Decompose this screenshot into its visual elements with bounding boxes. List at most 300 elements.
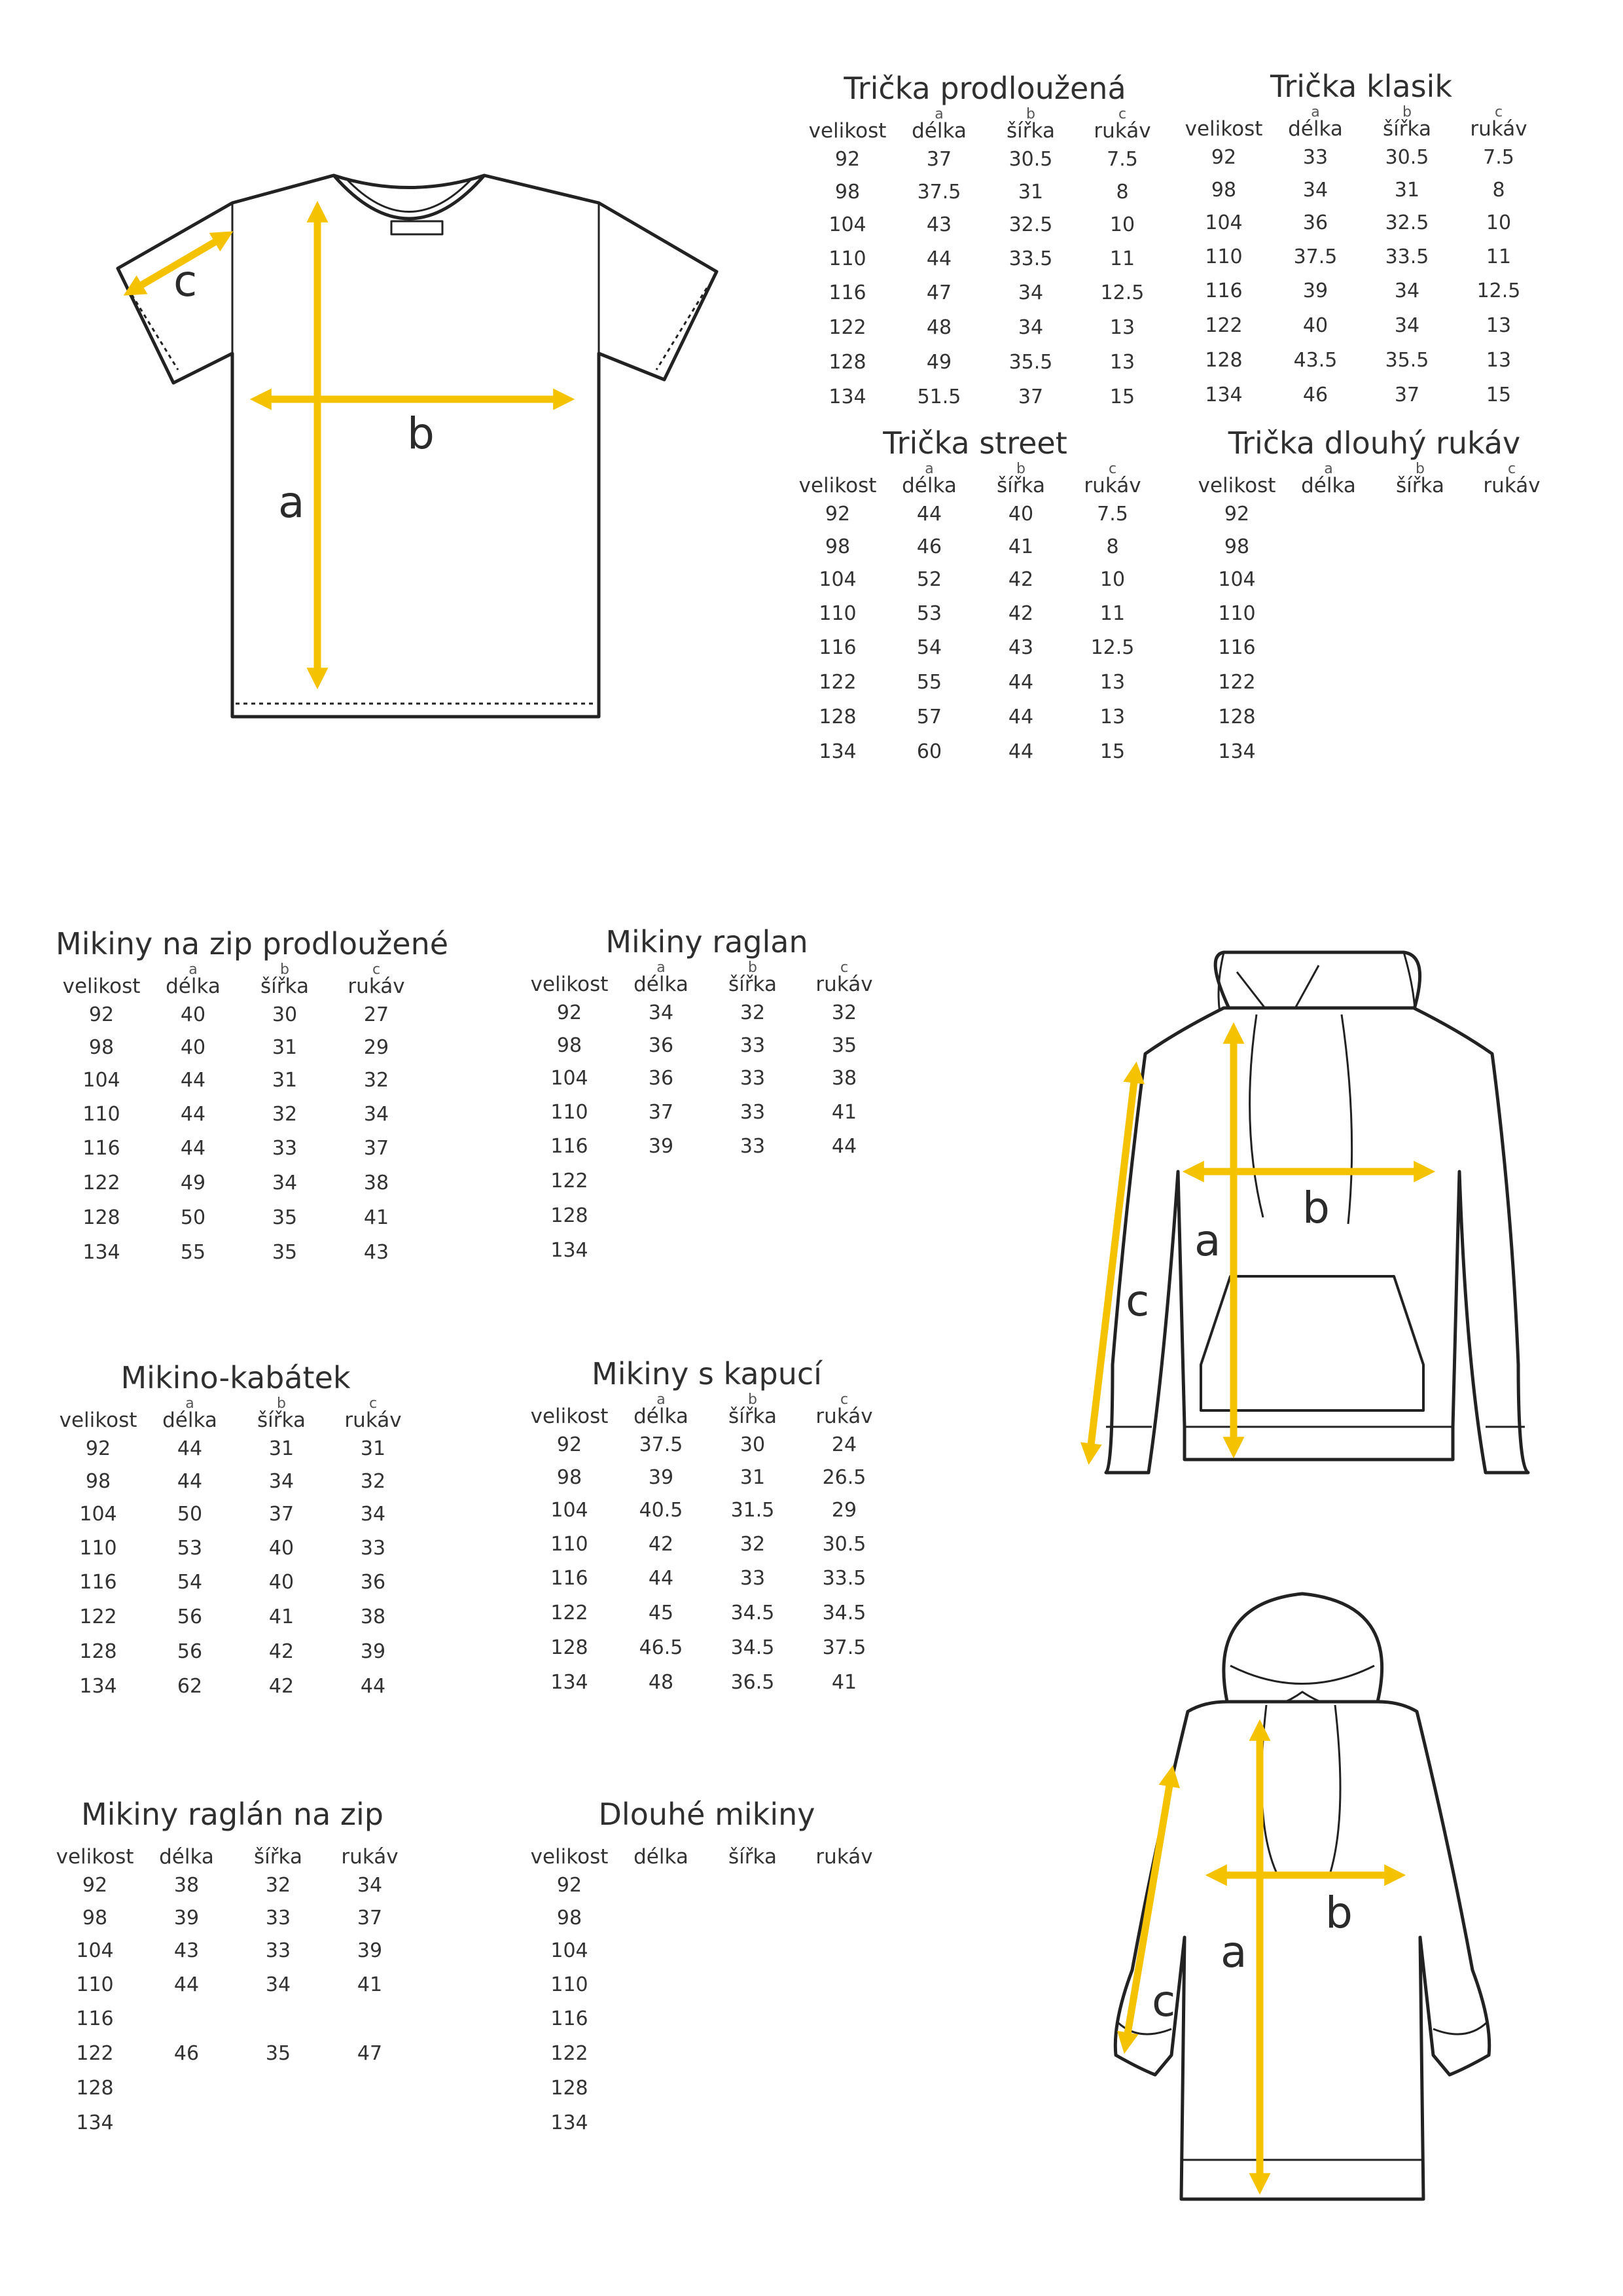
size-cell: 104 — [76, 1939, 114, 1962]
length-cell: 43.5 — [1293, 349, 1338, 372]
length-cell: 44 — [177, 1470, 203, 1493]
table-row — [1191, 535, 1558, 568]
width-cell: 32 — [740, 1001, 766, 1024]
length-cell: 46 — [173, 2042, 200, 2065]
sleeve-cell: 12.5 — [1090, 636, 1135, 659]
sleeve-cell: 38 — [360, 1605, 386, 1628]
size-cell: 104 — [1218, 568, 1256, 591]
column-letter: a — [1324, 461, 1333, 477]
sleeve-cell: 29 — [831, 1499, 857, 1522]
length-cell: 39 — [173, 1907, 200, 1929]
sleeve-cell: 15 — [1486, 384, 1512, 406]
sleeve-cell: 39 — [357, 1939, 383, 1962]
size-cell: 116 — [1218, 636, 1256, 659]
table-row — [792, 706, 1158, 740]
column-letter: c — [1507, 461, 1516, 477]
table-title: Mikiny na zip prodloužené — [56, 926, 449, 961]
column-header-length: délka — [162, 1408, 217, 1432]
long-hoodie-illustration — [1115, 1594, 1489, 2199]
size-cell: 92 — [556, 1001, 582, 1024]
table-header — [524, 1391, 890, 1433]
sleeve-cell: 43 — [363, 1241, 389, 1264]
table-row — [56, 1036, 422, 1069]
column-header-length: délka — [159, 1845, 214, 1869]
table-row — [49, 2077, 416, 2111]
table-title: Trička prodloužená — [844, 71, 1126, 106]
table-row — [56, 1172, 422, 1206]
hoodie-label-b: b — [1302, 1183, 1330, 1233]
size-cell: 122 — [1218, 671, 1256, 694]
size-cell: 122 — [82, 1172, 120, 1194]
column-letter: b — [1416, 461, 1425, 477]
long-hoodie-label-a: a — [1221, 1927, 1247, 1977]
table-row — [524, 1636, 890, 1671]
table-row — [1178, 349, 1544, 384]
length-cell: 50 — [177, 1503, 203, 1526]
size-cell: 104 — [829, 213, 866, 236]
size-cell: 116 — [1205, 279, 1243, 302]
tshirt-label-b: b — [407, 408, 435, 459]
width-cell: 32 — [265, 1874, 291, 1897]
size-cell: 110 — [1218, 602, 1256, 625]
size-cell: 104 — [550, 1939, 588, 1962]
table-row — [1178, 179, 1544, 211]
width-cell: 33 — [740, 1135, 766, 1158]
column-letter: b — [1016, 461, 1026, 477]
table-row — [524, 2077, 890, 2111]
length-cell: 51.5 — [917, 386, 961, 408]
column-header-size: velikost — [530, 1845, 609, 1869]
width-cell: 42 — [1008, 602, 1034, 625]
sleeve-cell: 38 — [363, 1172, 389, 1194]
table-row — [1191, 568, 1558, 602]
table-row — [802, 386, 1168, 420]
width-cell: 31 — [740, 1466, 766, 1489]
column-header-width: šířka — [728, 1845, 777, 1869]
table-row — [524, 1239, 890, 1274]
table-header — [524, 1832, 890, 1874]
table-row — [524, 1001, 890, 1034]
length-cell: 44 — [916, 503, 942, 526]
table-row — [524, 1907, 890, 1939]
column-header-size: velikost — [1185, 117, 1263, 141]
width-cell: 31 — [1394, 179, 1420, 202]
table-title: Mikiny s kapucí — [592, 1356, 822, 1391]
table-title: Mikino-kabátek — [120, 1360, 351, 1395]
table-row — [524, 1973, 890, 2007]
table-row — [802, 181, 1168, 213]
sleeve-cell: 33.5 — [822, 1567, 866, 1590]
length-cell: 62 — [177, 1675, 203, 1698]
sleeve-cell: 8 — [1106, 535, 1119, 558]
column-header-width: šířka — [728, 1405, 777, 1428]
length-cell: 37.5 — [639, 1433, 683, 1456]
table-row — [802, 316, 1168, 351]
table-mikino-kabatek — [52, 1360, 419, 1710]
column-letter: c — [1108, 461, 1117, 477]
width-cell: 33 — [740, 1067, 766, 1090]
table-row — [1178, 384, 1544, 418]
table-mikiny-raglan — [524, 924, 890, 1274]
table-row — [49, 1907, 416, 1939]
column-header-length: délka — [1301, 474, 1356, 497]
size-cell: 134 — [550, 1671, 588, 1694]
table-row — [524, 1204, 890, 1239]
table-row — [524, 1433, 890, 1466]
column-header-length: délka — [1288, 117, 1343, 141]
length-cell: 60 — [916, 740, 942, 763]
size-cell: 122 — [550, 1170, 588, 1193]
length-cell: 48 — [648, 1671, 674, 1694]
length-cell: 52 — [916, 568, 942, 591]
column-header-width: šířka — [728, 973, 777, 996]
size-cell: 116 — [819, 636, 857, 659]
column-header-length: délka — [166, 975, 221, 998]
table-row — [792, 535, 1158, 568]
width-cell: 34 — [1018, 281, 1044, 304]
size-cell: 128 — [819, 706, 857, 728]
size-cell: 110 — [76, 1973, 114, 1996]
sleeve-cell: 8 — [1492, 179, 1505, 202]
table-header — [52, 1395, 419, 1437]
size-cell: 104 — [79, 1503, 117, 1526]
column-header-sleeve: rukáv — [1483, 474, 1541, 497]
size-cell: 98 — [1211, 179, 1237, 202]
length-cell: 49 — [926, 351, 952, 374]
size-cell: 122 — [819, 671, 857, 694]
width-cell: 33 — [272, 1137, 298, 1160]
sleeve-cell: 38 — [831, 1067, 857, 1090]
table-row — [802, 213, 1168, 247]
column-letter: b — [748, 960, 757, 976]
length-cell: 39 — [648, 1466, 674, 1489]
table-row — [524, 2042, 890, 2077]
size-cell: 92 — [1224, 503, 1250, 526]
sleeve-cell: 39 — [360, 1640, 386, 1663]
column-header-sleeve: rukáv — [1470, 117, 1527, 141]
length-cell: 36 — [648, 1067, 674, 1090]
table-header — [1178, 104, 1544, 146]
width-cell: 35 — [265, 2042, 291, 2065]
table-row — [524, 2111, 890, 2146]
table-row — [524, 1135, 890, 1170]
length-cell: 33 — [1302, 146, 1329, 169]
size-cell: 128 — [550, 1204, 588, 1227]
width-cell: 30.5 — [1008, 148, 1053, 171]
table-row — [1178, 279, 1544, 314]
table-row — [524, 1671, 890, 1706]
table-row — [1178, 146, 1544, 179]
length-cell: 43 — [173, 1939, 200, 1962]
length-cell: 54 — [177, 1571, 203, 1594]
length-cell: 44 — [180, 1137, 206, 1160]
table-row — [524, 1567, 890, 1602]
length-cell: 40 — [1302, 314, 1329, 337]
width-cell: 35 — [272, 1241, 298, 1264]
table-row — [524, 1602, 890, 1636]
column-letter: c — [372, 961, 381, 978]
table-row — [524, 1067, 890, 1101]
size-cell: 98 — [556, 1034, 582, 1057]
sleeve-cell: 13 — [1109, 316, 1135, 339]
column-header-size: velikost — [62, 975, 141, 998]
sleeve-cell: 12.5 — [1100, 281, 1145, 304]
column-letter: a — [1311, 104, 1320, 120]
column-header-size: velikost — [808, 119, 887, 143]
sleeve-cell: 27 — [363, 1003, 389, 1026]
sleeve-cell: 44 — [360, 1675, 386, 1698]
column-letter: b — [277, 1395, 286, 1412]
table-row — [52, 1437, 419, 1470]
width-cell: 32.5 — [1008, 213, 1053, 236]
table-row — [56, 1241, 422, 1276]
column-header-length: délka — [902, 474, 957, 497]
length-cell: 46 — [1302, 384, 1329, 406]
sleeve-cell: 41 — [363, 1206, 389, 1229]
size-cell: 92 — [834, 148, 861, 171]
size-cell: 116 — [82, 1137, 120, 1160]
sleeve-cell: 37 — [363, 1137, 389, 1160]
table-row — [52, 1605, 419, 1640]
length-cell: 40.5 — [639, 1499, 683, 1522]
table-header — [1191, 461, 1558, 503]
size-cell: 134 — [79, 1675, 117, 1698]
size-cell: 92 — [82, 1874, 108, 1897]
size-cell: 122 — [550, 1602, 588, 1624]
table-row — [792, 671, 1158, 706]
sleeve-cell: 32 — [363, 1069, 389, 1092]
table-row — [1178, 314, 1544, 349]
column-header-sleeve: rukáv — [1084, 474, 1141, 497]
table-row — [56, 1103, 422, 1137]
table-row — [524, 1034, 890, 1067]
length-cell: 44 — [648, 1567, 674, 1590]
size-cell: 128 — [1205, 349, 1243, 372]
length-cell: 53 — [916, 602, 942, 625]
length-cell: 54 — [916, 636, 942, 659]
length-cell: 48 — [926, 316, 952, 339]
width-cell: 31 — [1018, 181, 1044, 204]
column-letter: a — [935, 106, 944, 122]
column-header-size: velikost — [56, 1845, 134, 1869]
length-cell: 42 — [648, 1533, 674, 1556]
table-row — [802, 281, 1168, 316]
table-title: Mikiny raglán na zip — [80, 1797, 384, 1832]
length-cell: 56 — [177, 1605, 203, 1628]
column-letter: c — [840, 960, 849, 976]
length-cell: 36 — [648, 1034, 674, 1057]
sleeve-cell: 34 — [357, 1874, 383, 1897]
length-cell: 40 — [180, 1003, 206, 1026]
sleeve-cell: 11 — [1109, 247, 1135, 270]
length-cell: 55 — [916, 671, 942, 694]
length-cell: 49 — [180, 1172, 206, 1194]
sleeve-cell: 7.5 — [1097, 503, 1128, 526]
column-letter: b — [1026, 106, 1035, 122]
sleeve-cell: 33 — [360, 1537, 386, 1560]
width-cell: 44 — [1008, 671, 1034, 694]
width-cell: 40 — [268, 1537, 294, 1560]
width-cell: 33 — [740, 1101, 766, 1124]
width-cell: 41 — [1008, 535, 1034, 558]
table-row — [792, 568, 1158, 602]
table-header — [802, 106, 1168, 148]
table-tricka-street — [792, 425, 1158, 775]
width-cell: 33.5 — [1385, 245, 1429, 268]
sleeve-cell: 13 — [1109, 351, 1135, 374]
sleeve-cell: 47 — [357, 2042, 383, 2065]
sleeve-cell: 37 — [357, 1907, 383, 1929]
width-cell: 32 — [740, 1533, 766, 1556]
size-cell: 134 — [1205, 384, 1243, 406]
table-tricka-dlouhy-rukav — [1191, 425, 1558, 775]
length-cell: 56 — [177, 1640, 203, 1663]
width-cell: 31 — [272, 1069, 298, 1092]
size-cell: 98 — [556, 1907, 582, 1929]
size-cell: 116 — [550, 2007, 588, 2030]
column-header-size: velikost — [530, 1405, 609, 1428]
length-cell: 34 — [1302, 179, 1329, 202]
length-cell: 44 — [180, 1069, 206, 1092]
width-cell: 33 — [740, 1567, 766, 1590]
column-letter: a — [656, 960, 666, 976]
width-cell: 34.5 — [730, 1602, 775, 1624]
table-title: Mikiny raglan — [605, 924, 808, 960]
table-header — [49, 1832, 416, 1874]
length-cell: 57 — [916, 706, 942, 728]
table-row — [524, 2007, 890, 2042]
size-cell: 104 — [1205, 211, 1243, 234]
column-letter: c — [368, 1395, 378, 1412]
column-header-sleeve: rukáv — [348, 975, 405, 998]
length-cell: 34 — [648, 1001, 674, 1024]
column-header-length: délka — [633, 1405, 688, 1428]
table-title: Trička klasik — [1270, 69, 1452, 104]
size-cell: 92 — [556, 1874, 582, 1897]
size-cell: 98 — [85, 1470, 111, 1493]
table-row — [52, 1675, 419, 1710]
sleeve-cell: 26.5 — [822, 1466, 866, 1489]
table-row — [792, 636, 1158, 671]
size-cell: 98 — [834, 181, 861, 204]
sleeve-cell: 41 — [831, 1671, 857, 1694]
width-cell: 42 — [268, 1675, 294, 1698]
table-row — [49, 2111, 416, 2146]
table-row — [1191, 706, 1558, 740]
size-cell: 110 — [82, 1103, 120, 1126]
table-row — [1178, 211, 1544, 245]
column-letter: b — [748, 1391, 757, 1408]
sleeve-cell: 10 — [1109, 213, 1135, 236]
width-cell: 43 — [1008, 636, 1034, 659]
table-row — [52, 1571, 419, 1605]
table-row — [56, 1206, 422, 1241]
column-header-width: šířka — [997, 474, 1045, 497]
sleeve-cell: 41 — [831, 1101, 857, 1124]
width-cell: 42 — [268, 1640, 294, 1663]
table-row — [802, 148, 1168, 181]
sleeve-cell: 13 — [1099, 706, 1126, 728]
size-cell: 128 — [79, 1640, 117, 1663]
sleeve-cell: 15 — [1099, 740, 1126, 763]
width-cell: 44 — [1008, 706, 1034, 728]
size-cell: 134 — [829, 386, 866, 408]
width-cell: 36.5 — [730, 1671, 775, 1694]
column-header-width: šířka — [1383, 117, 1431, 141]
table-row — [52, 1470, 419, 1503]
long-hoodie-label-c: c — [1152, 1976, 1176, 2026]
sleeve-cell: 35 — [831, 1034, 857, 1057]
width-cell: 40 — [268, 1571, 294, 1594]
width-cell: 37 — [1394, 384, 1420, 406]
length-cell: 43 — [926, 213, 952, 236]
sleeve-cell: 12.5 — [1476, 279, 1521, 302]
column-header-sleeve: rukáv — [344, 1408, 402, 1432]
sleeve-cell: 34 — [363, 1103, 389, 1126]
width-cell: 37 — [1018, 386, 1044, 408]
table-row — [802, 351, 1168, 386]
length-cell: 44 — [173, 1973, 200, 1996]
size-cell: 122 — [829, 316, 866, 339]
length-cell: 44 — [926, 247, 952, 270]
sleeve-cell: 10 — [1486, 211, 1512, 234]
size-cell: 98 — [556, 1466, 582, 1489]
width-cell: 35.5 — [1008, 351, 1053, 374]
size-cell: 134 — [819, 740, 857, 763]
column-header-sleeve: rukáv — [1094, 119, 1151, 143]
sleeve-cell: 34 — [360, 1503, 386, 1526]
length-cell: 46.5 — [639, 1636, 683, 1659]
length-cell: 55 — [180, 1241, 206, 1264]
length-cell: 39 — [1302, 279, 1329, 302]
size-cell: 92 — [825, 503, 851, 526]
sleeve-cell: 36 — [360, 1571, 386, 1594]
width-cell: 32 — [272, 1103, 298, 1126]
length-cell: 47 — [926, 281, 952, 304]
width-cell: 34 — [272, 1172, 298, 1194]
sleeve-cell: 24 — [831, 1433, 857, 1456]
size-cell: 128 — [550, 1636, 588, 1659]
size-cell: 110 — [1205, 245, 1243, 268]
table-tricka-klasik — [1178, 69, 1544, 418]
table-row — [56, 1069, 422, 1103]
size-cell: 92 — [1211, 146, 1237, 169]
table-mikiny-s-kapuci — [524, 1356, 890, 1706]
size-cell: 128 — [550, 2077, 588, 2100]
table-row — [1191, 636, 1558, 671]
hoodie-label-a: a — [1194, 1215, 1221, 1266]
sleeve-cell: 31 — [360, 1437, 386, 1460]
width-cell: 30.5 — [1385, 146, 1429, 169]
sleeve-cell: 11 — [1486, 245, 1512, 268]
length-cell: 36 — [1302, 211, 1329, 234]
width-cell: 35.5 — [1385, 349, 1429, 372]
table-row — [792, 503, 1158, 535]
column-letter: b — [1402, 104, 1412, 120]
column-header-width: šířka — [1007, 119, 1055, 143]
table-row — [524, 1101, 890, 1135]
length-cell: 53 — [177, 1537, 203, 1560]
sleeve-cell: 29 — [363, 1036, 389, 1059]
sleeve-cell: 8 — [1116, 181, 1129, 204]
table-row — [49, 1973, 416, 2007]
sleeve-cell: 7.5 — [1107, 148, 1138, 171]
sleeve-cell: 13 — [1486, 314, 1512, 337]
column-header-sleeve: rukáv — [815, 1845, 873, 1869]
length-cell: 44 — [180, 1103, 206, 1126]
size-cell: 116 — [550, 1135, 588, 1158]
size-cell: 116 — [79, 1571, 117, 1594]
